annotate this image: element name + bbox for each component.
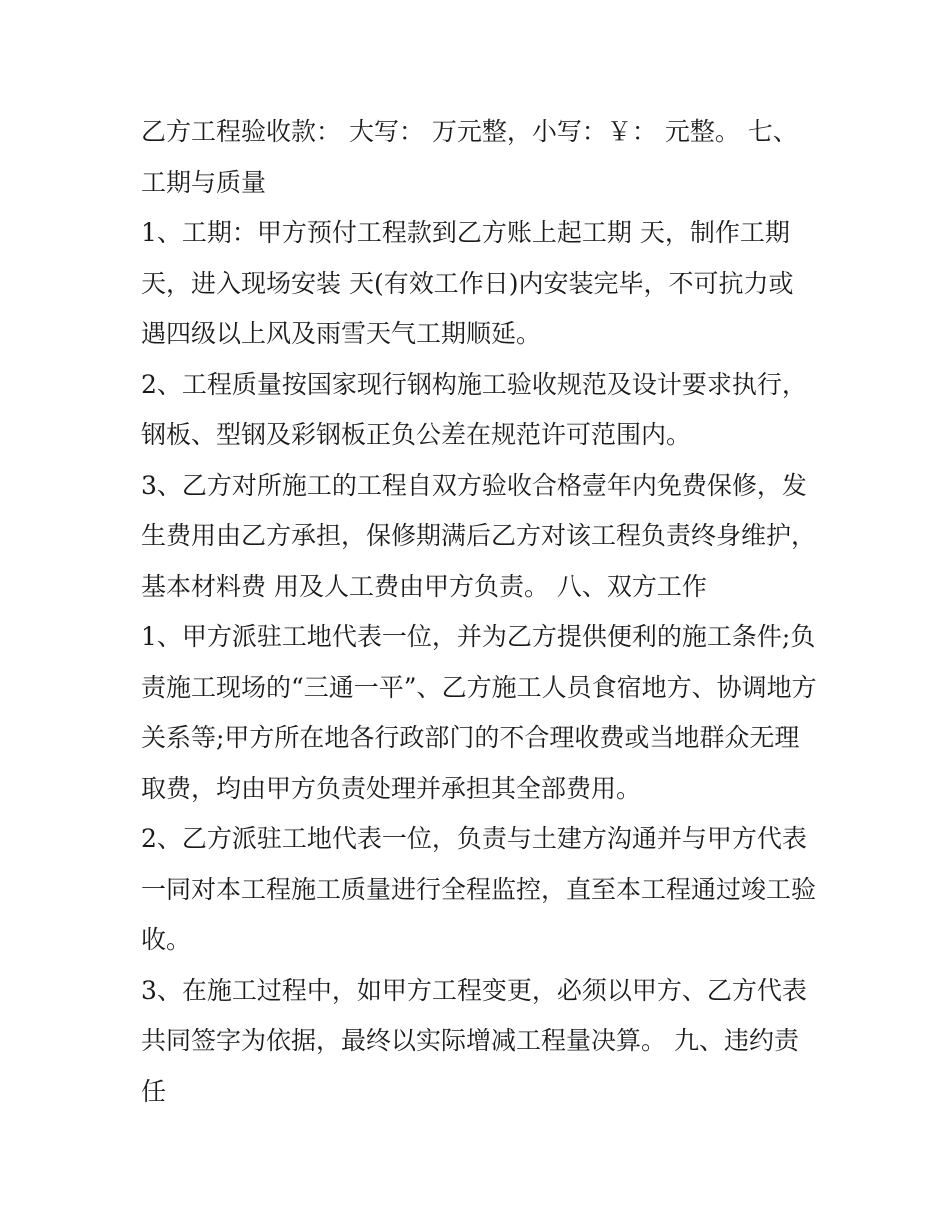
text-line: 生费用由乙方承担，保修期满后乙方对该工程负责终身维护，: [141, 521, 817, 550]
contract-text: [141, 107, 821, 1117]
text-line: 任: [141, 1076, 167, 1106]
text-line: 1、甲方派驻工地代表一位，并为乙方提供便利的施工条件;负: [141, 622, 816, 651]
text-line: 天，进入现场安装 天(有效工作日)内安装完毕，不可抗力或: [141, 268, 794, 298]
text-line: 共同签字为依据，最终以实际增减工程量决算。 九、违约责: [141, 1026, 799, 1055]
text-line: 1、工期：甲方预付工程款到乙方账上起工期 天，制作工期: [141, 218, 790, 247]
text-line: 基本材料费 用及人工费由甲方负责。 八、双方工作: [141, 571, 707, 601]
text-line: 3、乙方对所施工的工程自双方验收合格壹年内免费保修，发: [141, 470, 807, 500]
text-line: 2、乙方派驻工地代表一位，负责与土建方沟通并与甲方代表: [141, 824, 807, 853]
text-line: 遇四级以上风及雨雪天气工期顺延。: [141, 319, 542, 348]
text-line: 一同对本工程施工质量进行全程监控，直至本工程通过竣工验: [141, 874, 817, 904]
text-line: 收。: [141, 925, 192, 954]
text-line: 关系等;甲方所在地各行政部门的不合理收费或当地群众无理: [141, 723, 800, 752]
text-line: 责施工现场的“三通一平”、乙方施工人员食宿地方、协调地方: [141, 672, 817, 702]
text-line: 乙方工程验收款： 大写： 万元整，小写：￥： 元整。 七、: [141, 117, 798, 146]
text-line: 钢板、型钢及彩钢板正负公差在规范许可范围内。: [141, 420, 692, 449]
text-line: 取费，均由甲方负责处理并承担其全部费用。: [141, 773, 642, 803]
text-line: 3、在施工过程中，如甲方工程变更，必须以甲方、乙方代表: [141, 975, 807, 1005]
text-line: 2、工程质量按国家现行钢构施工验收规范及设计要求执行，: [141, 369, 807, 399]
text-line: 工期与质量: [141, 167, 267, 197]
